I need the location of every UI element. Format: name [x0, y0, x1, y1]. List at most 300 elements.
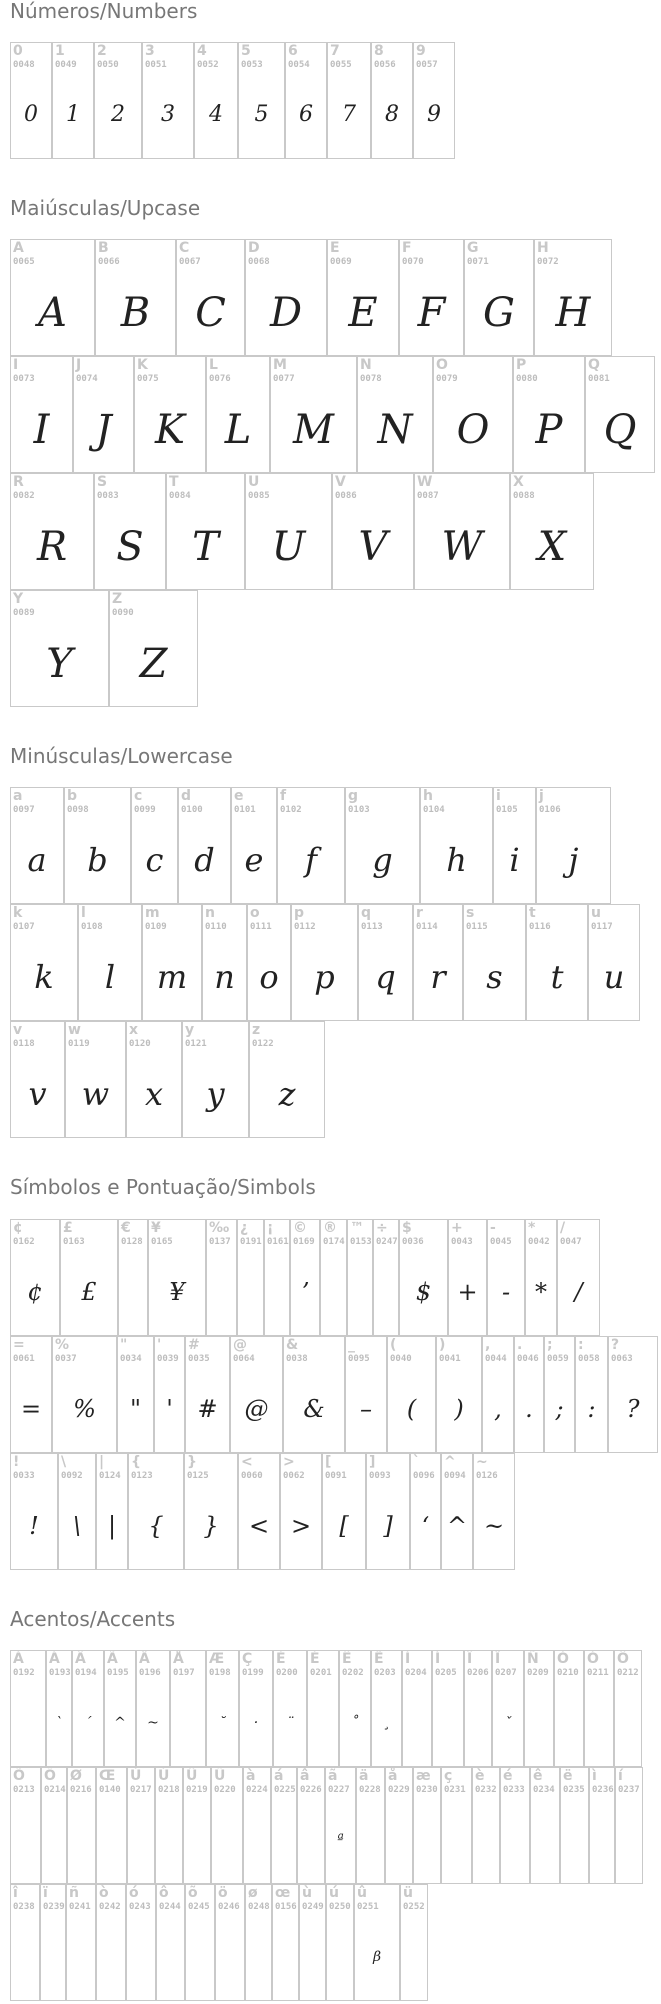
- glyph-sample: l: [104, 958, 116, 996]
- glyph-code: 0246: [218, 1902, 240, 1912]
- glyph-sample: £: [81, 1278, 97, 1306]
- glyph-cell-0097: [10, 787, 64, 904]
- glyph-sample: ?: [626, 1395, 640, 1423]
- glyph-cell-0247: [373, 1219, 399, 1336]
- glyph-label: y: [185, 1022, 195, 1038]
- glyph-cell-0046: [514, 1336, 544, 1453]
- glyph-cell-0033: [10, 1453, 58, 1570]
- glyph-cell-0237: [615, 1767, 643, 1884]
- glyph-code: 0128: [121, 1237, 143, 1247]
- glyph-label: À: [13, 1651, 24, 1667]
- glyph-code: 0218: [158, 1785, 180, 1795]
- glyph-sample: N: [377, 407, 413, 453]
- glyph-sample: z: [278, 1075, 296, 1113]
- glyph-sample: ´: [84, 1715, 92, 1731]
- glyph-cell-0118: [10, 1021, 65, 1138]
- glyph-label: î: [13, 1885, 18, 1901]
- glyph-cell-0052: [194, 42, 238, 159]
- glyph-cell-0098: [64, 787, 131, 904]
- glyph-sample: T: [192, 524, 219, 570]
- glyph-sample: *: [535, 1278, 547, 1306]
- glyph-cell-0205: [432, 1650, 464, 1767]
- glyph-sample: ~: [147, 1715, 159, 1731]
- glyph-label: Õ: [13, 1768, 25, 1784]
- glyph-label: Î: [467, 1651, 473, 1667]
- glyph-cell-0083: [94, 473, 166, 590]
- glyph-label: T: [169, 474, 179, 490]
- glyph-sample: –: [360, 1395, 372, 1423]
- glyph-sample: +: [457, 1278, 478, 1306]
- glyph-cell-0128: [118, 1219, 148, 1336]
- glyph-label: ä: [359, 1768, 369, 1784]
- glyph-cell-0197: [170, 1650, 206, 1767]
- glyph-sample: 0: [24, 102, 38, 127]
- glyph-code: 0174: [323, 1237, 345, 1247]
- glyph-sample: -: [501, 1278, 511, 1306]
- glyph-label: Ì: [405, 1651, 411, 1667]
- glyph-sample: u: [603, 958, 625, 996]
- glyph-code: 0070: [402, 257, 424, 267]
- glyph-label: D: [248, 240, 260, 256]
- glyph-code: 0076: [209, 374, 231, 384]
- glyph-sample: :: [587, 1395, 596, 1423]
- glyph-label: a: [13, 788, 23, 804]
- glyph-label: B: [98, 240, 109, 256]
- glyph-code: 0194: [75, 1668, 97, 1678]
- glyph-sample: H: [555, 290, 591, 336]
- glyph-cell-0042: [525, 1219, 557, 1336]
- glyph-label: {: [131, 1454, 141, 1470]
- glyph-code: 0236: [592, 1785, 614, 1795]
- glyph-code: 0220: [214, 1785, 236, 1795]
- glyph-cell-0199: [239, 1650, 273, 1767]
- glyph-cell-0066: [95, 239, 176, 356]
- section-title-acentos-accents: Acentos/Accents: [10, 1607, 176, 1631]
- glyph-code: 0153: [350, 1237, 372, 1247]
- glyph-code: 0122: [252, 1039, 274, 1049]
- glyph-code: 0203: [374, 1668, 396, 1678]
- glyph-label: @: [233, 1337, 247, 1353]
- glyph-cell-0103: [345, 787, 420, 904]
- glyph-code: 0248: [248, 1902, 270, 1912]
- glyph-label: d: [181, 788, 192, 804]
- glyph-cell-0162: [10, 1219, 60, 1336]
- glyph-sample: F: [417, 290, 446, 336]
- glyph-label: >: [283, 1454, 295, 1470]
- glyph-code: 0156: [275, 1902, 297, 1912]
- glyph-code: 0232: [475, 1785, 497, 1795]
- glyph-label: V: [335, 474, 346, 490]
- glyph-label: Æ: [209, 1651, 225, 1667]
- glyph-cell-0050: [94, 42, 142, 159]
- glyph-label: 3: [145, 43, 155, 59]
- glyph-cell-0069: [327, 239, 399, 356]
- glyph-cell-0088: [510, 473, 594, 590]
- glyph-code: 0082: [13, 491, 35, 501]
- glyph-label: p: [294, 905, 305, 921]
- glyph-code: 0062: [283, 1471, 305, 1481]
- glyph-cell-0243: [126, 1884, 156, 2001]
- glyph-cell-0100: [178, 787, 231, 904]
- glyph-code: 0035: [188, 1354, 210, 1364]
- glyph-code: 0110: [205, 922, 227, 932]
- glyph-sample: ˚: [351, 1715, 359, 1731]
- glyph-sample: 9: [427, 102, 441, 127]
- glyph-sample: ¥: [169, 1278, 185, 1306]
- glyph-label: æ: [416, 1768, 431, 1784]
- glyph-cell-0065: [10, 239, 95, 356]
- glyph-cell-0040: [387, 1336, 436, 1453]
- glyph-sample: s: [486, 958, 503, 996]
- glyph-cell-0110: [202, 904, 247, 1021]
- glyph-label: ö: [218, 1885, 228, 1901]
- glyph-cell-0233: [500, 1767, 530, 1884]
- glyph-cell-0211: [584, 1650, 614, 1767]
- glyph-label: !: [13, 1454, 20, 1470]
- glyph-code: 0169: [293, 1237, 315, 1247]
- glyph-code: 0197: [173, 1668, 195, 1678]
- glyph-label: }: [187, 1454, 197, 1470]
- glyph-cell-0163: [60, 1219, 118, 1336]
- glyph-cell-0153: [347, 1219, 373, 1336]
- glyph-code: 0125: [187, 1471, 209, 1481]
- glyph-label: O: [436, 357, 448, 373]
- glyph-cell-0210: [554, 1650, 584, 1767]
- glyph-code: 0199: [242, 1668, 264, 1678]
- glyph-label: L: [209, 357, 218, 373]
- glyph-label: ô: [159, 1885, 169, 1901]
- glyph-sample: (: [406, 1395, 417, 1423]
- glyph-label: È: [276, 1651, 286, 1667]
- glyph-label: S: [97, 474, 108, 490]
- glyph-label: G: [467, 240, 479, 256]
- glyph-cell-0242: [96, 1884, 126, 2001]
- glyph-cell-0209: [524, 1650, 554, 1767]
- glyph-code: 0050: [97, 60, 119, 70]
- glyph-label: à: [246, 1768, 256, 1784]
- glyph-sample: ¢: [27, 1278, 43, 1306]
- glyph-code: 0244: [159, 1902, 181, 1912]
- glyph-sample: >: [290, 1512, 312, 1540]
- glyph-code: 0243: [129, 1902, 151, 1912]
- glyph-label: 7: [330, 43, 340, 59]
- glyph-label: *: [528, 1220, 536, 1236]
- glyph-label: ™: [350, 1220, 364, 1236]
- glyph-sample: V: [358, 524, 388, 570]
- glyph-code: 0116: [529, 922, 551, 932]
- glyph-cell-0235: [560, 1767, 589, 1884]
- glyph-label: (: [390, 1337, 397, 1353]
- glyph-sample: 4: [209, 102, 223, 127]
- glyph-code: 0245: [188, 1902, 210, 1912]
- glyph-code: 0084: [169, 491, 191, 501]
- glyph-cell-0096: [410, 1453, 441, 1570]
- glyph-label: Ò: [557, 1651, 569, 1667]
- glyph-code: 0226: [300, 1785, 322, 1795]
- glyph-label: F: [402, 240, 412, 256]
- glyph-cell-0113: [358, 904, 413, 1021]
- glyph-label: ì: [592, 1768, 597, 1784]
- section-title-simbolos-e-pontuacao-simbols: Símbolos e Pontuação/Simbols: [10, 1175, 316, 1199]
- glyph-sample: β: [372, 1949, 382, 1965]
- glyph-label: 9: [416, 43, 426, 59]
- glyph-code: 0099: [134, 805, 156, 815]
- glyph-code: 0161: [267, 1237, 289, 1247]
- glyph-cell-0227: [325, 1767, 356, 1884]
- glyph-cell-0064: [230, 1336, 283, 1453]
- glyph-cell-0229: [385, 1767, 413, 1884]
- glyph-cell-0214: [41, 1767, 67, 1884]
- glyph-sample: `: [55, 1715, 63, 1731]
- glyph-code: 0090: [112, 608, 134, 618]
- glyph-sample: S: [116, 524, 144, 570]
- glyph-code: 0095: [348, 1354, 370, 1364]
- glyph-sample: E: [348, 290, 378, 336]
- glyph-label: 4: [197, 43, 207, 59]
- glyph-cell-0204: [402, 1650, 432, 1767]
- glyph-label: [: [325, 1454, 332, 1470]
- glyph-code: 0089: [13, 608, 35, 618]
- glyph-code: 0193: [49, 1668, 71, 1678]
- glyph-cell-0116: [526, 904, 588, 1021]
- glyph-cell-0035: [185, 1336, 230, 1453]
- glyph-cell-0060: [238, 1453, 280, 1570]
- glyph-code: 0086: [335, 491, 357, 501]
- glyph-cell-0061: [10, 1336, 52, 1453]
- glyph-label: 5: [241, 43, 251, 59]
- glyph-label: ): [439, 1337, 446, 1353]
- glyph-label: -: [490, 1220, 496, 1236]
- glyph-code: 0104: [423, 805, 445, 815]
- glyph-code: 0097: [13, 805, 35, 815]
- glyph-sample: W: [441, 524, 483, 570]
- glyph-code: 0046: [517, 1354, 539, 1364]
- glyph-label: ø: [248, 1885, 258, 1901]
- glyph-cell-0213: [10, 1767, 41, 1884]
- glyph-label: n: [205, 905, 215, 921]
- glyph-label: /: [560, 1220, 566, 1236]
- glyph-label: ,: [485, 1337, 491, 1353]
- glyph-cell-0115: [463, 904, 526, 1021]
- glyph-code: 0137: [209, 1237, 231, 1247]
- glyph-code: 0072: [537, 257, 559, 267]
- glyph-cell-0101: [231, 787, 277, 904]
- glyph-cell-0073: [10, 356, 73, 473]
- glyph-code: 0042: [528, 1237, 550, 1247]
- glyph-code: 0103: [348, 805, 370, 815]
- glyph-cell-0201: [307, 1650, 339, 1767]
- glyph-label: N: [360, 357, 372, 373]
- glyph-label: r: [416, 905, 423, 921]
- glyph-label: ': [157, 1337, 162, 1353]
- section-title-maiusculas-upcase: Maiúsculas/Upcase: [10, 196, 201, 220]
- glyph-label: Â: [75, 1651, 86, 1667]
- glyph-label: ]: [369, 1454, 376, 1470]
- glyph-cell-0224: [243, 1767, 271, 1884]
- glyph-label: ¥: [151, 1220, 161, 1236]
- glyph-label: m: [145, 905, 160, 921]
- glyph-cell-0126: [473, 1453, 515, 1570]
- glyph-sample: ;: [555, 1395, 564, 1423]
- glyph-sample: ·: [253, 1715, 259, 1731]
- glyph-sample: P: [535, 407, 563, 453]
- glyph-sample: D: [269, 290, 303, 336]
- glyph-code: 0096: [413, 1471, 435, 1481]
- glyph-label: €: [121, 1220, 131, 1236]
- glyph-cell-0086: [332, 473, 414, 590]
- glyph-cell-0076: [206, 356, 270, 473]
- glyph-code: 0049: [55, 60, 77, 70]
- glyph-label: j: [539, 788, 544, 804]
- glyph-cell-0102: [277, 787, 345, 904]
- glyph-cell-0105: [493, 787, 536, 904]
- glyph-label: z: [252, 1022, 261, 1038]
- glyph-sample: /: [574, 1278, 583, 1306]
- glyph-sample: t: [550, 958, 564, 996]
- glyph-sample: J: [95, 407, 112, 453]
- glyph-label: l: [81, 905, 86, 921]
- glyph-sample: d: [194, 841, 215, 879]
- glyph-sample: M: [293, 407, 334, 453]
- glyph-cell-0059: [544, 1336, 575, 1453]
- glyph-sample: 7: [342, 102, 356, 127]
- glyph-code: 0109: [145, 922, 167, 932]
- glyph-label: ü: [403, 1885, 413, 1901]
- glyph-label: Ö: [44, 1768, 56, 1784]
- glyph-label: =: [13, 1337, 25, 1353]
- glyph-cell-0200: [273, 1650, 307, 1767]
- glyph-cell-0226: [297, 1767, 325, 1884]
- glyph-cell-0055: [327, 42, 371, 159]
- glyph-sample: a: [27, 841, 47, 879]
- glyph-cell-0122: [249, 1021, 325, 1138]
- glyph-cell-0070: [399, 239, 464, 356]
- glyph-code: 0114: [416, 922, 438, 932]
- glyph-cell-0047: [557, 1219, 600, 1336]
- glyph-cell-0232: [472, 1767, 500, 1884]
- glyph-cell-0165: [148, 1219, 206, 1336]
- glyph-sample: K: [155, 407, 185, 453]
- glyph-code: 0163: [63, 1237, 85, 1247]
- glyph-label: Á: [49, 1651, 60, 1667]
- glyph-sample: }: [203, 1512, 219, 1540]
- glyph-code: 0040: [390, 1354, 412, 1364]
- glyph-code: 0074: [76, 374, 98, 384]
- glyph-code: 0237: [618, 1785, 640, 1795]
- glyph-label: E: [330, 240, 340, 256]
- glyph-label: í: [618, 1768, 623, 1784]
- glyph-cell-0111: [247, 904, 291, 1021]
- glyph-cell-0037: [52, 1336, 117, 1453]
- glyph-cell-0120: [126, 1021, 182, 1138]
- glyph-sample: ]: [383, 1512, 393, 1540]
- glyph-cell-0049: [52, 42, 94, 159]
- glyph-label: 1: [55, 43, 65, 59]
- glyph-label: <: [241, 1454, 253, 1470]
- glyph-label: ê: [533, 1768, 543, 1784]
- glyph-cell-0079: [433, 356, 513, 473]
- glyph-label: Ï: [495, 1651, 501, 1667]
- glyph-label: &: [286, 1337, 299, 1353]
- glyph-code: 0162: [13, 1237, 35, 1247]
- glyph-sample: ": [129, 1395, 142, 1423]
- glyph-code: 0088: [513, 491, 535, 501]
- glyph-cell-0203: [371, 1650, 402, 1767]
- glyph-sample: I: [33, 407, 50, 453]
- glyph-code: 0081: [588, 374, 610, 384]
- glyph-cell-0093: [366, 1453, 410, 1570]
- glyph-sample: r: [430, 958, 446, 996]
- glyph-label: Ã: [107, 1651, 118, 1667]
- glyph-label: s: [466, 905, 475, 921]
- glyph-cell-0239: [40, 1884, 66, 2001]
- glyph-cell-0236: [589, 1767, 615, 1884]
- glyph-label: x: [129, 1022, 139, 1038]
- glyph-cell-0251: [354, 1884, 400, 2001]
- glyph-cell-0246: [215, 1884, 245, 2001]
- glyph-code: 0058: [578, 1354, 600, 1364]
- glyph-label: _: [348, 1337, 355, 1353]
- glyph-label: ©: [293, 1220, 307, 1236]
- glyph-sample: {: [148, 1512, 164, 1540]
- glyph-code: 0061: [13, 1354, 35, 1364]
- glyph-code: 0228: [359, 1785, 381, 1795]
- glyph-label: 6: [288, 43, 298, 59]
- glyph-cell-0072: [534, 239, 612, 356]
- glyph-code: 0107: [13, 922, 35, 932]
- glyph-label: Œ: [99, 1768, 116, 1784]
- glyph-code: 0100: [181, 805, 203, 815]
- glyph-label: Ä: [139, 1651, 150, 1667]
- glyph-cell-0245: [185, 1884, 215, 2001]
- glyph-code: 0210: [557, 1668, 579, 1678]
- glyph-code: 0247: [376, 1237, 398, 1247]
- glyph-label: Ô: [617, 1651, 629, 1667]
- glyph-sample: x: [144, 1075, 164, 1113]
- glyph-label: ò: [99, 1885, 109, 1901]
- glyph-cell-0194: [72, 1650, 104, 1767]
- glyph-code: 0126: [476, 1471, 498, 1481]
- glyph-cell-0161: [264, 1219, 290, 1336]
- glyph-code: 0098: [67, 805, 89, 815]
- glyph-sample: &: [303, 1395, 325, 1423]
- glyph-code: 0230: [416, 1785, 438, 1795]
- glyph-cell-0043: [448, 1219, 487, 1336]
- glyph-code: 0206: [467, 1668, 489, 1678]
- glyph-cell-0241: [66, 1884, 96, 2001]
- glyph-label: ú: [329, 1885, 339, 1901]
- glyph-cell-0119: [65, 1021, 126, 1138]
- glyph-code: 0198: [209, 1668, 231, 1678]
- glyph-cell-0084: [166, 473, 245, 590]
- glyph-cell-0250: [326, 1884, 354, 2001]
- glyph-label: w: [68, 1022, 81, 1038]
- glyph-cell-0051: [142, 42, 194, 159]
- glyph-cell-0230: [413, 1767, 441, 1884]
- glyph-code: 0047: [560, 1237, 582, 1247]
- glyph-label: ¢: [13, 1220, 23, 1236]
- glyph-cell-0090: [109, 590, 198, 707]
- glyph-label: £: [63, 1220, 73, 1236]
- glyph-label: ^: [444, 1454, 456, 1470]
- glyph-cell-0123: [128, 1453, 184, 1570]
- glyph-code: 0079: [436, 374, 458, 384]
- glyph-code: 0121: [185, 1039, 207, 1049]
- glyph-label: Ü: [214, 1768, 226, 1784]
- glyph-sample: c: [145, 841, 164, 879]
- glyph-cell-0087: [414, 473, 510, 590]
- glyph-code: 0038: [286, 1354, 308, 1364]
